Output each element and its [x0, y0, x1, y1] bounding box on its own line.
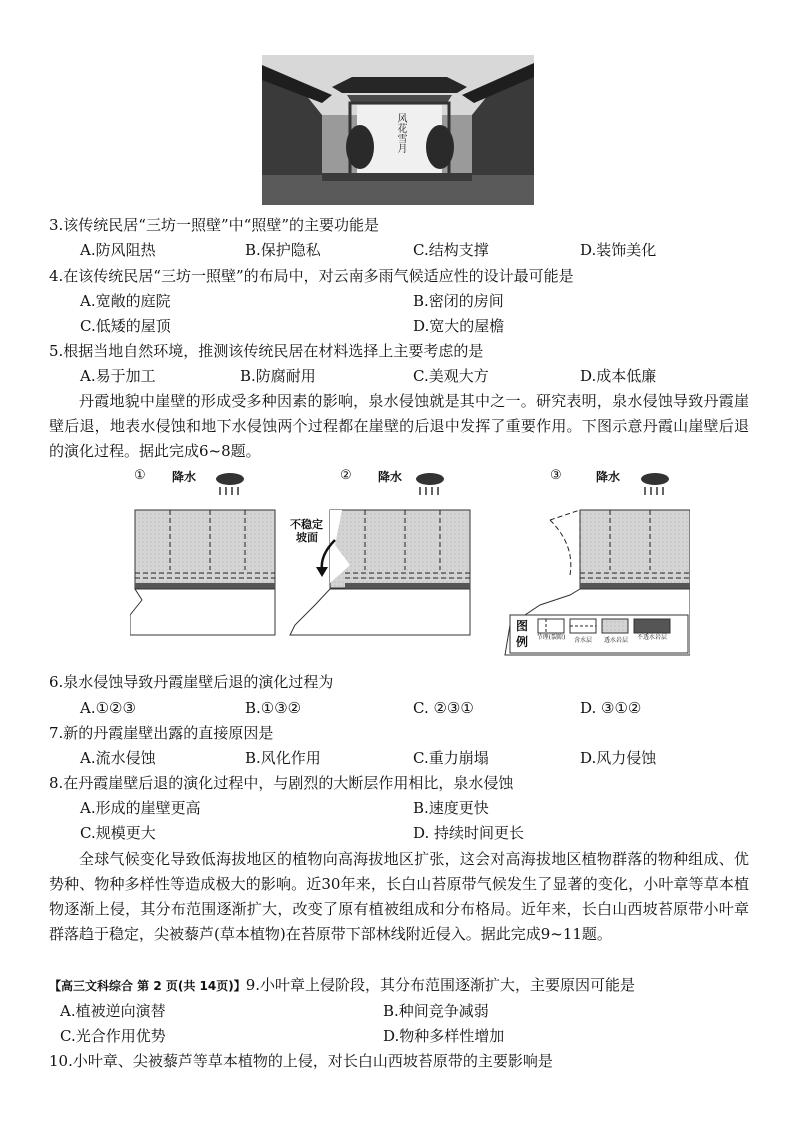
panel-3-number: ③ [550, 468, 562, 483]
unstable-slope-label-line1: 不稳定 [290, 518, 323, 531]
q9-option-b[interactable]: B.种间竞争减弱 [383, 1002, 489, 1020]
q7-option-c[interactable]: C.重力崩塌 [413, 749, 489, 767]
q4-option-a[interactable]: A.宽敞的庭院 [80, 292, 171, 310]
q6-stem: 6.泉水侵蚀导致丹霞崖壁后退的演化过程为 [49, 673, 334, 691]
q5-option-d[interactable]: D.成本低廉 [580, 367, 657, 385]
q9-stem: 9.小叶章上侵阶段，其分布范围逐渐扩大，主要原因可能是 [245, 976, 636, 994]
passage-danxia: 丹霞地貌中崖壁的形成受多种因素的影响，泉水侵蚀就是其中之一。研究表明，泉水侵蚀导致丹霞崖壁后退，地表水侵蚀和地下水侵蚀两个过程都在崖壁的后退中发挥了重要作用。下图示意丹霞山崖壁后退的演化过程。据此完成6~8题。 [49, 392, 749, 460]
q5-option-a[interactable]: A.易于加工 [80, 367, 156, 385]
q5-option-b[interactable]: B.防腐耐用 [240, 367, 316, 385]
panel-3-rain-label: 降水 [596, 470, 621, 484]
dwelling-photo [262, 55, 534, 205]
q9-option-c[interactable]: C.光合作用优势 [60, 1027, 166, 1045]
legend-title-2: 例 [516, 635, 529, 649]
panel-2-number: ② [340, 468, 352, 483]
q9-option-d[interactable]: D.物种多样性增加 [383, 1027, 505, 1045]
legend-aquifer: 含水层 [573, 637, 592, 644]
q4-option-d[interactable]: D.宽大的屋檐 [413, 317, 505, 335]
q3-option-c[interactable]: C.结构支撑 [413, 241, 489, 259]
panel-1-number: ① [134, 468, 146, 483]
legend-impermeable: 不透水岩层 [636, 634, 667, 641]
page-footer: 【高三文科综合 第 2 页(共 14页)】 [49, 979, 246, 993]
q5-option-c[interactable]: C.美观大方 [413, 367, 489, 385]
panel-2 [290, 473, 470, 635]
q3-stem: 3.该传统民居“三坊一照壁”中“照壁”的主要功能是 [49, 216, 379, 234]
panel-1-rain-label: 降水 [172, 470, 197, 484]
q7-option-a[interactable]: A.流水侵蚀 [80, 749, 156, 767]
q10-stem: 10.小叶章、尖被藜芦等草本植物的上侵，对长白山西坡苔原带的主要影响是 [49, 1052, 553, 1070]
unstable-slope-label-line2: 坡面 [296, 531, 318, 544]
q3-option-a[interactable]: A.防风阻热 [80, 241, 156, 259]
q9-row [49, 975, 635, 996]
legend-title-1: 图 [516, 619, 529, 633]
q6-option-d[interactable]: D. ③①② [580, 699, 642, 717]
q8-option-d[interactable]: D. 持续时间更长 [413, 824, 525, 842]
legend-permeable: 透水岩层 [603, 637, 628, 644]
panel-1 [130, 473, 275, 635]
q8-stem: 8.在丹霞崖壁后退的演化过程中，与剧烈的大断层作用相比，泉水侵蚀 [49, 774, 514, 792]
q6-option-b[interactable]: B.①③② [245, 699, 302, 717]
q9-option-a[interactable]: A.植被逆向演替 [60, 1002, 166, 1020]
q7-stem: 7.新的丹霞崖壁出露的直接原因是 [49, 724, 274, 742]
panel-2-rain-label: 降水 [378, 470, 403, 484]
q8-option-a[interactable]: A.形成的崖壁更高 [80, 799, 201, 817]
q5-stem: 5.根据当地自然环境，推测该传统民居在材料选择上主要考虑的是 [49, 342, 484, 360]
q3-option-b[interactable]: B.保护隐私 [245, 241, 321, 259]
q7-option-b[interactable]: B.风化作用 [245, 749, 321, 767]
q3-option-d[interactable]: D.装饰美化 [580, 241, 657, 259]
danxia-figure-drawing [130, 465, 690, 660]
q6-option-a[interactable]: A.①②③ [80, 699, 136, 717]
danxia-figure [130, 465, 690, 660]
q4-option-c[interactable]: C.低矮的屋顶 [80, 317, 171, 335]
passage-changbai: 全球气候变化导致低海拔地区的植物向高海拔地区扩张，这会对高海拔地区植物群落的物种组成、优势种、物种多样性等造成极大的影响。近30年来，长白山苔原带气候发生了显著的变化，小叶章等草本植物逐渐上侵，其分布范围逐渐扩大，改变了原有植被组成和分布格局。近年来，长白山西坡苔原带小叶章群落趋于稳定，尖被藜芦(草本植物)在苔原带下部林线附近侵入。据此完成9~11题。 [49, 850, 749, 943]
q8-option-b[interactable]: B.速度更快 [413, 799, 489, 817]
legend-joint: 节理(裂隙) [536, 634, 566, 641]
q4-option-b[interactable]: B.密闭的房间 [413, 292, 504, 310]
screen-wall-plaque: 风花雪月 [395, 113, 406, 153]
q6-option-c[interactable]: C. ②③① [413, 699, 474, 717]
q8-option-c[interactable]: C.规模更大 [80, 824, 156, 842]
panel-3 [505, 473, 690, 655]
q7-option-d[interactable]: D.风力侵蚀 [580, 749, 657, 767]
q4-stem: 4.在该传统民居“三坊一照壁”的布局中，对云南多雨气候适应性的设计最可能是 [49, 267, 574, 285]
